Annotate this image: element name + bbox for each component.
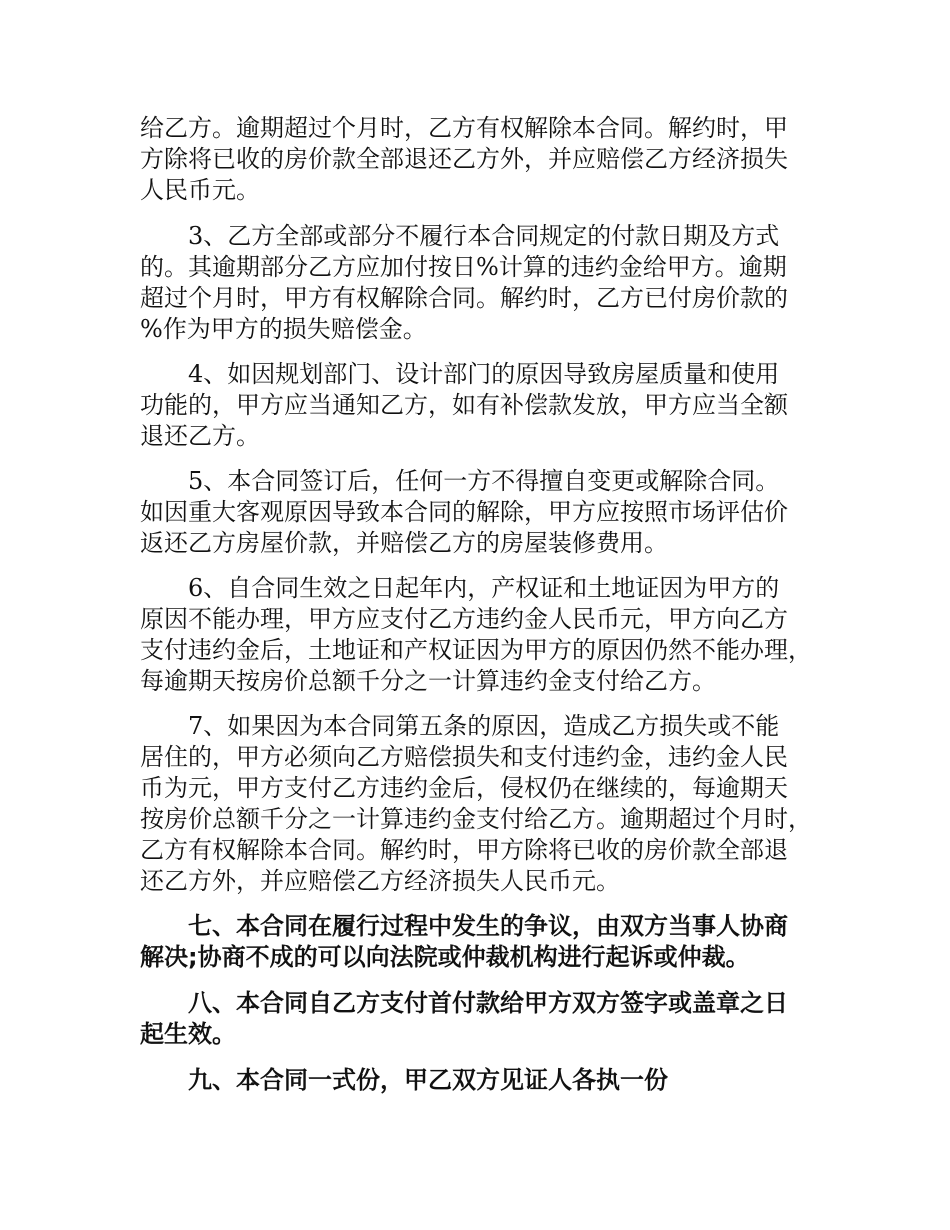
- paragraph-line: 乙方有权解除本合同。解约时，甲方除将已收的房价款全部退: [140, 836, 788, 864]
- paragraph-line: 5、本合同签订后，任何一方不得擅自变更或解除合同。: [188, 467, 780, 495]
- paragraph-line: 6、自合同生效之日起年内，产权证和土地证因为甲方的: [188, 574, 780, 602]
- paragraph-line: 超过个月时，甲方有权解除合同。解约时，乙方已付房价款的: [140, 284, 788, 312]
- article-line: 起生效。: [140, 1020, 236, 1048]
- paragraph-line: 币为元，甲方支付乙方违约金后，侵权仍在继续的，每逾期天: [140, 774, 788, 802]
- article-line: 七、本合同在履行过程中发生的争议，由双方当事人协商: [188, 912, 788, 940]
- paragraph-line: 7、如果因为本合同第五条的原因，造成乙方损失或不能: [188, 712, 780, 740]
- paragraph-line: 给乙方。逾期超过个月时，乙方有权解除本合同。解约时，甲: [140, 114, 788, 142]
- paragraph-line: 人民币元。: [140, 176, 260, 204]
- paragraph-line: 如因重大客观原因导致本合同的解除，甲方应按照市场评估价: [140, 498, 788, 526]
- paragraph-line: 3、乙方全部或部分不履行本合同规定的付款日期及方式: [188, 222, 780, 250]
- article-line: 八、本合同自乙方支付首付款给甲方双方签字或盖章之日: [188, 989, 788, 1017]
- article-line: 九、本合同一式份，甲乙双方见证人各执一份: [188, 1066, 668, 1094]
- paragraph-line: %作为甲方的损失赔偿金。: [140, 315, 427, 343]
- paragraph-line: 还乙方外，并应赔偿乙方经济损失人民币元。: [140, 867, 620, 895]
- paragraph-line: 返还乙方房屋价款，并赔偿乙方的房屋装修费用。: [140, 529, 668, 557]
- paragraph-line: 的。其逾期部分乙方应加付按日%计算的违约金给甲方。逾期: [140, 253, 787, 281]
- paragraph-line: 退还乙方。: [140, 422, 260, 450]
- paragraph-line: 方除将已收的房价款全部退还乙方外，并应赔偿乙方经济损失: [140, 145, 788, 173]
- paragraph-line: 功能的，甲方应当通知乙方，如有补偿款发放，甲方应当全额: [140, 391, 788, 419]
- paragraph-line: 每逾期天按房价总额千分之一计算违约金支付给乙方。: [140, 667, 716, 695]
- article-line: 解决;协商不成的可以向法院或仲裁机构进行起诉或仲裁。: [140, 943, 750, 971]
- paragraph-line: 支付违约金后，土地证和产权证因为甲方的原因仍然不能办理，: [140, 636, 812, 664]
- paragraph-line: 原因不能办理，甲方应支付乙方违约金人民币元，甲方向乙方: [140, 605, 788, 633]
- paragraph-line: 居住的，甲方必须向乙方赔偿损失和支付违约金，违约金人民: [140, 743, 788, 771]
- paragraph-line: 按房价总额千分之一计算违约金支付给乙方。逾期超过个月时，: [140, 805, 812, 833]
- paragraph-line: 4、如因规划部门、设计部门的原因导致房屋质量和使用: [188, 360, 780, 388]
